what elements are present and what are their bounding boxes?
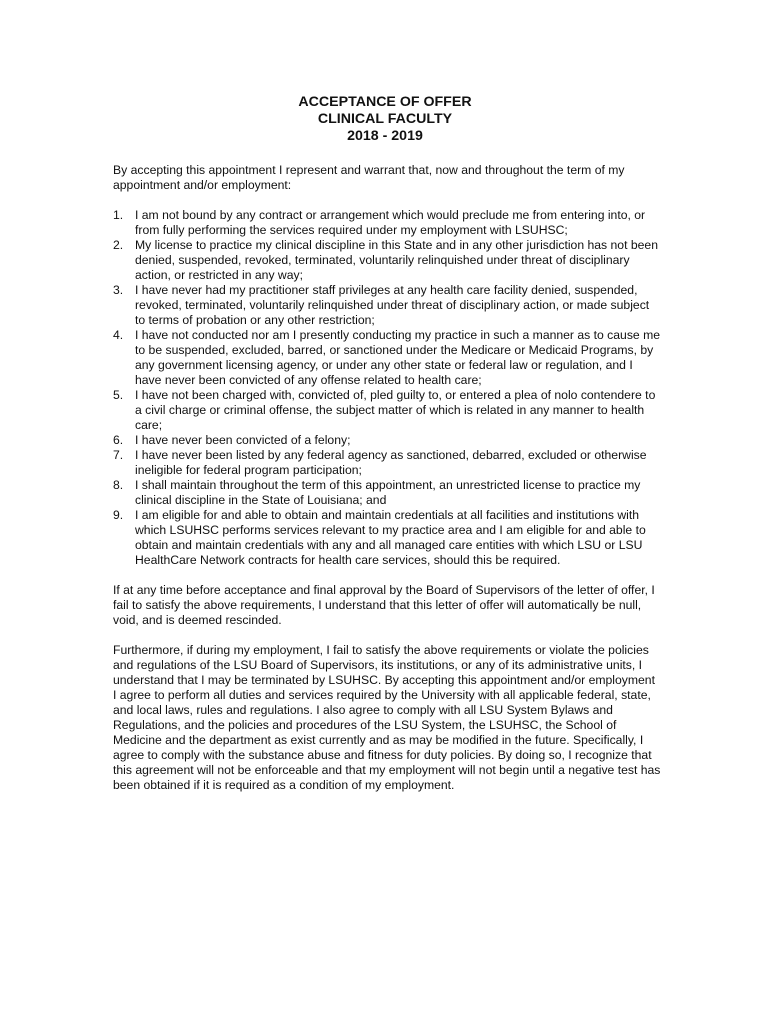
list-item-number: 2. [113, 238, 124, 252]
list-item-number: 1. [113, 208, 124, 222]
rescission-paragraph: If at any time before acceptance and final approval by the Board of Supervisors of the letter of offer, I fail to satisfy the above requirements, I understand that this letter of offer will automatically be null, void, and is deemed rescinded. [113, 583, 655, 627]
list-item [113, 478, 661, 508]
representations-list [113, 208, 661, 568]
list-item-text: I have never been listed by any federal agency as sanctioned, debarred, excluded or otherwise ineligible for federal program participation; [135, 448, 647, 477]
list-item [113, 238, 661, 283]
title-line-3: 2018 - 2019 [347, 128, 423, 144]
list-item [113, 388, 661, 433]
list-item-text: I am not bound by any contract or arrangement which would preclude me from entering into, or from fully performing the services required under my employment with LSUHSC; [135, 208, 646, 237]
list-item-number: 5. [113, 388, 124, 402]
list-item [113, 208, 661, 238]
intro-paragraph: By accepting this appointment I represent and warrant that, now and throughout the term of my appointment and/or employment: [113, 163, 625, 192]
list-item [113, 508, 661, 568]
list-item-text: I have never had my practitioner staff privileges at any health care facility denied, suspended, revoked, terminated, voluntarily relinquished under threat of disciplinary action, or made subject to terms of probation or any other restriction; [135, 283, 650, 327]
list-item-text: My license to practice my clinical discipline in this State and in any other jurisdiction has not been denied, suspended, revoked, terminated, voluntarily relinquished under threat of disciplinary action, or restricted in any way; [135, 238, 658, 282]
list-item-number: 4. [113, 328, 124, 342]
list-item-text: I shall maintain throughout the term of this appointment, an unrestricted license to practice my clinical discipline in the State of Louisiana; and [135, 478, 641, 507]
list-item [113, 283, 661, 328]
list-item-number: 8. [113, 478, 124, 492]
list-item-number: 7. [113, 448, 124, 462]
list-item-text: I am eligible for and able to obtain and maintain credentials at all facilities and institutions with which LSUHSC performs services relevant to my practice area and I am eligible for and able to obtain and maintain credentials with any and all managed care entities with which LSU or LSU HealthCare Network contracts for health care services, should this be required. [135, 508, 646, 567]
list-item [113, 448, 661, 478]
document-body [113, 163, 661, 793]
document-title [0, 94, 770, 145]
title-line-2: CLINICAL FACULTY [317, 111, 453, 127]
list-item-text: I have never been convicted of a felony; [135, 433, 351, 447]
list-item [113, 328, 661, 388]
list-item [113, 433, 661, 448]
compliance-paragraph: Furthermore, if during my employment, I fail to satisfy the above requirements or violate the policies and regulations of the LSU Board of Supervisors, its institutions, or any of its administrative units, I understand that I may be terminated by LSUHSC. By accepting this appointment and/or employment I agree to perform all duties and services required by the University with all applicable federal, state, and local laws, rules and regulations. I also agree to comply with all LSU System Bylaws and Regulations, and the policies and procedures of the LSU System, the LSUHSC, the School of Medicine and the department as exist currently and as may be modified in the future. Specifically, I agree to comply with the substance abuse and fitness for duty policies. By doing so, I recognize that this agreement will not be enforceable and that my employment will not begin until a negative test has been obtained if it is required as a condition of my employment. [113, 643, 661, 792]
list-item-number: 9. [113, 508, 124, 522]
list-item-text: I have not conducted nor am I presently conducting my practice in such a manner as to cause me to be suspended, excluded, barred, or sanctioned under the Medicare or Medicaid Programs, by any government licensing agency, or under any other state or federal law or regulation, and I have never been convicted of any offense related to health care; [135, 328, 661, 387]
list-item-text: I have not been charged with, convicted of, pled guilty to, or entered a plea of nolo contendere to a civil charge or criminal offense, the subject matter of which is related in any manner to health care; [135, 388, 656, 432]
list-item-number: 6. [113, 433, 124, 447]
list-item-number: 3. [113, 283, 124, 297]
title-line-1: ACCEPTANCE OF OFFER [298, 94, 472, 110]
